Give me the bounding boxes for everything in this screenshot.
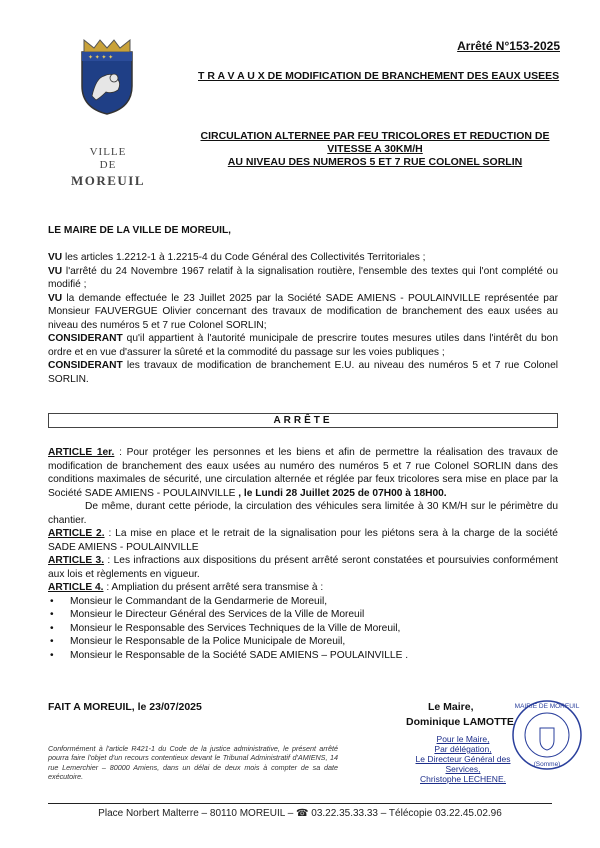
considerant-paragraph [48,359,558,386]
considerant-text: les travaux de modification de branchement E.U. au niveau des numéros 5 et 7 rue Colonel SORLIN. [48,360,558,385]
arrete-number: Arrêté N°153-2025 [457,39,560,53]
maire-name: Dominique LAMOTTE [406,716,514,728]
article-4-text: : Ampliation du présent arrêté sera transmise à : [103,582,324,593]
article-4-title: ARTICLE 4. [48,582,104,593]
stamp-bottom-text: (Somme) [533,761,561,768]
arrete-heading-box: ARRÊTE [48,413,558,428]
article-1-para2: De même, durant cette période, la circulation des véhicules sera limitée à 30 KM/H sur le périmètre du chantier. [48,501,558,526]
vu-paragraph [48,265,558,292]
vu-text: les articles 1.2212-1 à 1.2215-4 du Code Général des Collectivités Territoriales ; [62,252,426,263]
subject-line-2: VITESSE A 30KM/H [327,143,423,155]
subject-line-3: AU NIVEAU DES NUMEROS 5 ET 7 RUE COLONEL SORLIN [227,156,523,168]
preamble [48,251,558,386]
list-item: • Monsieur le Responsable des Services Techniques de la Ville de Moreuil, [48,622,558,636]
travaux-title: T R A V A U X DE MODIFICATION DE BRANCHEMENT DES EAUX USEES [198,70,560,82]
article-1-title: ARTICLE 1er. [48,447,115,458]
city-name-block [58,146,158,189]
delegation-signature [398,734,528,784]
list-item: • Monsieur le Directeur Général des Services de la Ville de Moreuil [48,608,558,622]
article-2-text: : La mise en place et le retrait de la signalisation pour les piétons sera à la charge de la société SADE AMIENS - POULAINVILLE [48,528,558,553]
subject-title [175,130,575,169]
article-1 [48,446,558,500]
mairie-stamp-icon [510,698,584,772]
delegation-line: Pour le Maire, [436,734,490,744]
list-item: • Monsieur le Commandant de la Gendarmerie de Moreuil, [48,595,558,609]
vu-keyword: VU [48,265,63,277]
considerant-paragraph [48,332,558,359]
coat-of-arms-icon [78,38,136,116]
vu-keyword: VU [48,292,63,304]
article-4 [48,581,558,595]
article-2-title: ARTICLE 2. [48,528,105,539]
delegation-line: Par délégation, [434,744,492,754]
le-maire-label: Le Maire, [428,701,474,713]
considerant-text: qu'il appartient à l'autorité municipale de prescrire toutes mesures utiles dans l'intérêt du bon ordre et en vue d'assurer la sûreté et la commodité du passage sur les voies publiques ; [48,333,558,358]
article-3-title: ARTICLE 3. [48,555,105,566]
city-name-line2: DE [99,159,117,171]
city-name-line3: MOREUIL [70,173,146,188]
delegation-line: Le Directeur Général des Services, [415,754,511,774]
legal-notice: Conformément à l'article R421-1 du Code de la justice administrative, le présent arrêté pourra faire l'objet d'un recours contentieux devant le Tribunal Administratif d'AMIENS, 14 rue Lemerchier – 80000 Amiens, dans un délai de deux mois à compter de sa date exécutoire. [48,744,338,782]
maire-heading: LE MAIRE DE LA VILLE DE MOREUIL, [48,225,232,236]
footer-divider [48,803,552,804]
vu-paragraph [48,251,558,265]
vu-text: la demande effectuée le 23 Juillet 2025 par la Société SADE AMIENS - POULAINVILLE représentée par Monsieur FAUVERGUE Olivier concernant des travaux de modification de branchement des eaux usées au niveau des numéros 5 et 7 rue Colonel SORLIN; [48,292,558,331]
fait-a-line: FAIT A MOREUIL, le 23/07/2025 [48,701,202,713]
considerant-keyword: CONSIDERANT [48,333,123,344]
article-2 [48,527,558,554]
article-1-text: : Pour protéger les personnes et les biens et afin de permettre la réalisation des travaux de modification de branchement des eaux usées au numéro des numéros 5 et 7 rue Colonel SORLIN dans des conditions maximales de sécurité, une circulation alternée et réglée par feux tricolores sera mise en place par la Société SADE AMIENS - POULAINVILLE [48,447,558,499]
subject-line-1: CIRCULATION ALTERNEE PAR FEU TRICOLORES ET REDUCTION DE [200,130,550,142]
footer-address: Place Norbert Malterre – 80110 MOREUIL – ☎ 03.22.35.33.33 – Télécopie 03.22.45.02.96 [98,808,502,819]
vu-keyword: VU [48,252,63,263]
city-name-line1: VILLE [89,146,127,158]
vu-text: l'arrêté du 24 Novembre 1967 relatif à la signalisation routière, l'ensemble des textes qui l'ont complété ou modifié ; [48,265,558,290]
articles [48,446,558,662]
article-3-text: : Les infractions aux dispositions du présent arrêté seront constatées et poursuivies conformément aux lois et règlements en vigueur. [48,555,558,580]
stamp-top-text: MAIRIE DE MOREUIL [514,703,580,710]
delegation-line: Christophe LECHENE. [420,774,506,784]
list-item: • Monsieur le Responsable de la Société SADE AMIENS – POULAINVILLE . [48,649,558,663]
svg-text:✦ ✦ ✦ ✦: ✦ ✦ ✦ ✦ [88,55,114,61]
vu-paragraph [48,292,558,333]
recipient-list [48,595,558,663]
considerant-keyword: CONSIDERANT [48,360,123,371]
list-item: • Monsieur le Responsable de la Police Municipale de Moreuil, [48,635,558,649]
article-1-date: , le Lundi 28 Juillet 2025 de 07H00 à 18H00. [238,487,447,499]
article-3 [48,554,558,581]
